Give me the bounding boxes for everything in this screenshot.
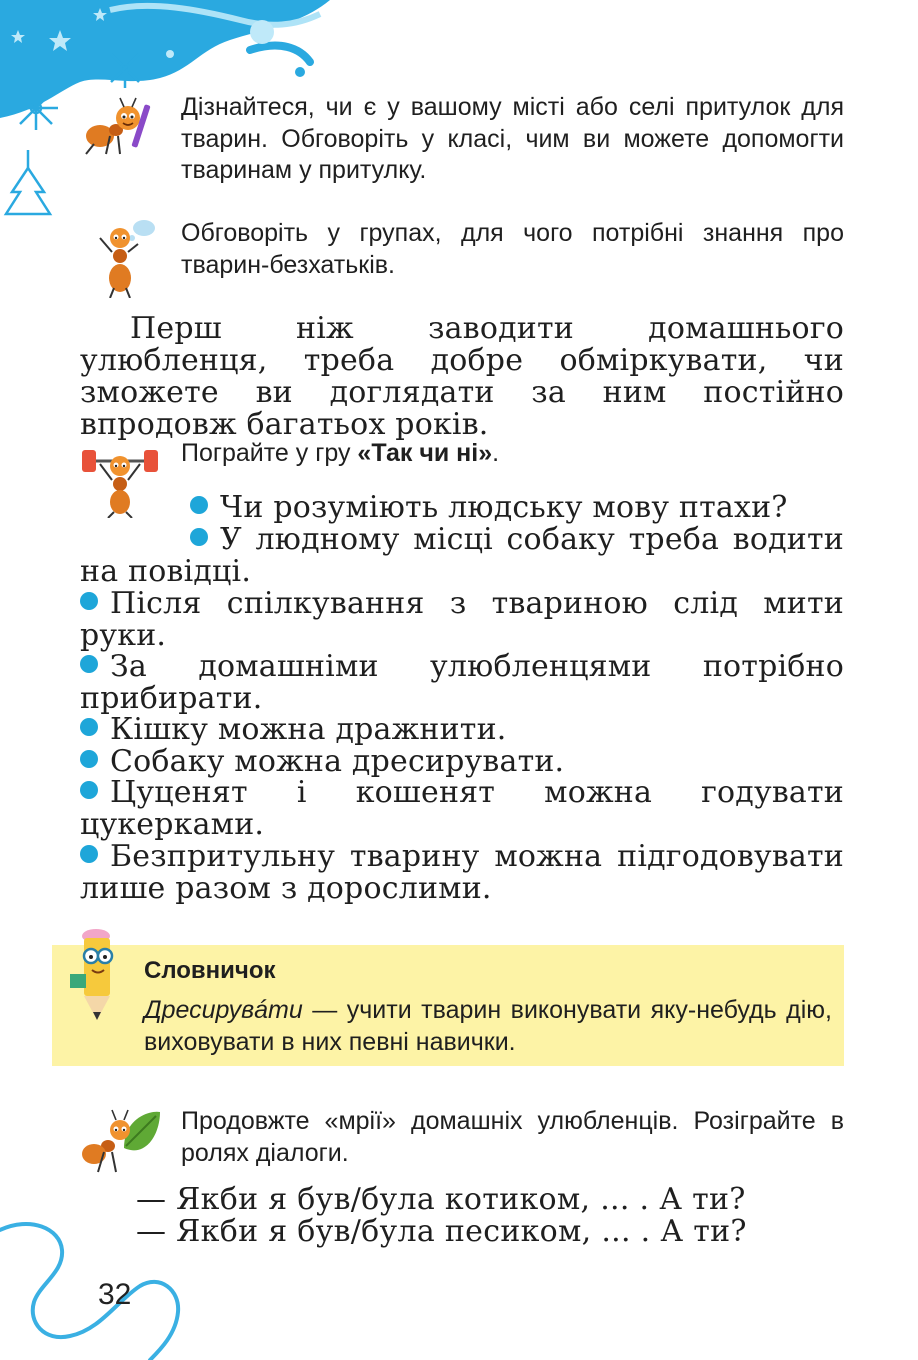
ant-weightlifter-icon bbox=[82, 440, 158, 518]
question-item: За домашніми улюбленцями потрібно прибирати. bbox=[80, 649, 844, 716]
glossary-definition: Дресирувáти — учити тварин виконувати яку-небудь дію, виховувати в них певні навички. bbox=[144, 996, 832, 1056]
game-instruction: Пограйте у гру «Так чи ні». bbox=[181, 439, 500, 467]
dialog-line: — Якби я був/була котиком, ... . А ти? bbox=[136, 1182, 746, 1217]
question-item: Чи розуміють людську мову птахи? bbox=[190, 492, 844, 524]
glossary-box bbox=[52, 945, 844, 1066]
bullet-icon bbox=[190, 496, 208, 514]
bullet-icon bbox=[80, 655, 98, 673]
game-title: «Так чи ні» bbox=[357, 439, 493, 467]
question-item: Собаку можна дресирувати. bbox=[80, 746, 844, 778]
question-item: Безпритульну тварину можна підгодовувати лише разом з дорослими. bbox=[80, 839, 844, 906]
question-item: Кішку можна дражнити. bbox=[80, 714, 844, 746]
bullet-icon bbox=[80, 845, 98, 863]
page-number: 32 bbox=[98, 1278, 132, 1311]
task-groups: Обговоріть у групах, для чого потрібні знання про тварин-безхатьків. bbox=[181, 219, 844, 279]
task-dreams: Продовжте «мрії» домашніх улюбленців. Розіграйте в ролях діалоги. bbox=[181, 1107, 844, 1167]
task-shelter: Дізнайтеся, чи є у вашому місті або селі притулок для тварин. Обговоріть у класі, чим ви можете допомогти тваринам у притулку. bbox=[181, 93, 844, 184]
bullet-icon bbox=[80, 750, 98, 768]
main-paragraph: Перш ніж заводити домашнього улюбленця, треба добре обміркувати, чи зможете ви доглядати за ним постійно впродовж багатьох років. bbox=[80, 311, 844, 442]
bullet-icon bbox=[190, 528, 208, 546]
bullet-icon bbox=[80, 718, 98, 736]
christmas-tree-icon bbox=[6, 150, 50, 214]
question-item: Цуценят і кошенят можна годувати цукерками. bbox=[80, 775, 844, 842]
glossary-title: Словничок bbox=[144, 957, 276, 984]
ant-artist-icon bbox=[80, 96, 154, 160]
pencil-mascot-icon bbox=[64, 924, 134, 1024]
question-item: Після спілкування з твариною слід мити руки. bbox=[80, 586, 844, 653]
glossary-term: Дресирувáти bbox=[144, 996, 303, 1024]
dialog-line: — Якби я був/була песиком, ... . А ти? bbox=[136, 1214, 747, 1249]
bullet-icon bbox=[80, 781, 98, 799]
ant-leaf-icon bbox=[80, 1108, 162, 1176]
ant-thinking-icon bbox=[92, 216, 156, 298]
bullet-icon bbox=[80, 592, 98, 610]
question-item: У людному місці собаку треба водити на повідці. bbox=[80, 522, 844, 589]
